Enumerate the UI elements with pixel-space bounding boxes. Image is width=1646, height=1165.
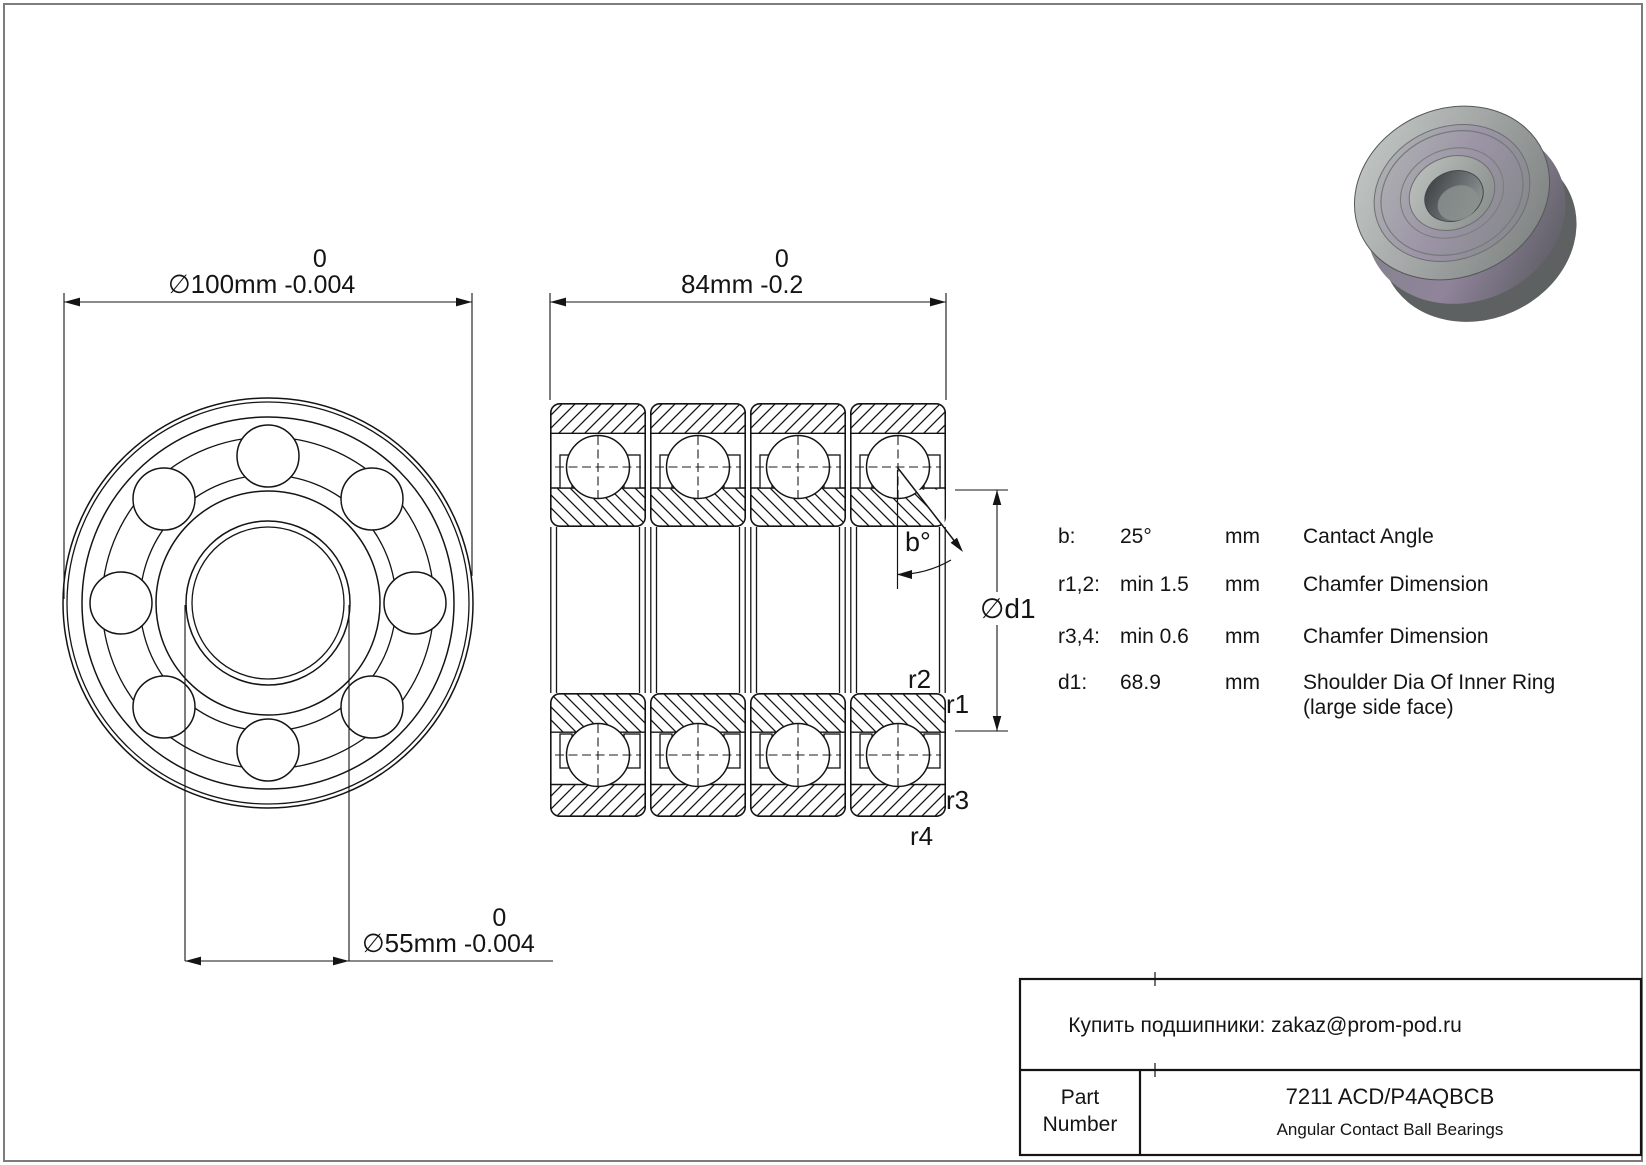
bearing-3d-render xyxy=(1326,76,1604,353)
dim-width-tolerance: 0 -0.2 xyxy=(760,245,804,299)
spec-value: 25° xyxy=(1120,525,1152,548)
spec-value: 68.9 xyxy=(1120,671,1161,694)
chamfer-r4-label: r4 xyxy=(910,821,934,851)
spec-unit: mm xyxy=(1225,573,1260,596)
spec-desc: Chamfer Dimension xyxy=(1303,625,1489,648)
dim-outer-diameter-tolerance: 0 -0.004 xyxy=(284,245,356,299)
contact-email-line: Купить подшипники: zakaz@prom-pod.ru xyxy=(1068,1014,1462,1037)
spec-unit: mm xyxy=(1225,625,1260,648)
bearing-category: Angular Contact Ball Bearings xyxy=(1276,1120,1504,1139)
spec-param: r3,4: xyxy=(1058,625,1101,648)
spec-param: b: xyxy=(1058,525,1076,548)
part-number-label: Part Number xyxy=(1042,1086,1118,1136)
spec-param: r1,2: xyxy=(1058,573,1101,596)
chamfer-r3-label: r3 xyxy=(946,785,970,815)
shoulder-diameter-label: ∅d1 xyxy=(977,592,1039,625)
dim-bore-diameter-value: ∅55mm xyxy=(362,928,457,958)
front-view-balls xyxy=(90,425,446,781)
dim-width-lines xyxy=(550,293,946,400)
dim-outer-diameter-value: ∅100mm xyxy=(168,269,278,299)
spec-param: d1: xyxy=(1058,671,1088,694)
chamfer-r2-label: r2 xyxy=(908,664,932,694)
dim-bore-diameter-tolerance: 0 -0.004 xyxy=(463,904,535,958)
spec-row-chamfer-r12 xyxy=(1058,572,1489,597)
spec-value: min 1.5 xyxy=(1120,573,1189,596)
spec-value: min 0.6 xyxy=(1120,625,1189,648)
front-view xyxy=(63,398,473,808)
dim-width-value: 84mm xyxy=(681,269,754,299)
spec-row-contact-angle xyxy=(1058,524,1434,549)
spec-desc: Shoulder Dia Of Inner Ring (large side face) xyxy=(1303,671,1556,719)
contact-angle-label: b° xyxy=(905,527,931,557)
spec-unit: mm xyxy=(1225,525,1260,548)
spec-row-shoulder-dia xyxy=(1058,670,1555,720)
cross-section-view xyxy=(551,404,963,816)
dim-bore-diameter xyxy=(362,905,535,957)
spec-unit: mm xyxy=(1225,671,1260,694)
chamfer-r1-label: r1 xyxy=(946,689,970,719)
spec-desc: Chamfer Dimension xyxy=(1303,573,1489,596)
dim-outer-diameter xyxy=(168,246,355,298)
spec-row-chamfer-r34 xyxy=(1058,624,1489,649)
dim-width xyxy=(681,246,803,298)
spec-desc: Cantact Angle xyxy=(1303,525,1434,548)
part-number-value: 7211 ACD/P4AQBCB xyxy=(1285,1084,1495,1109)
